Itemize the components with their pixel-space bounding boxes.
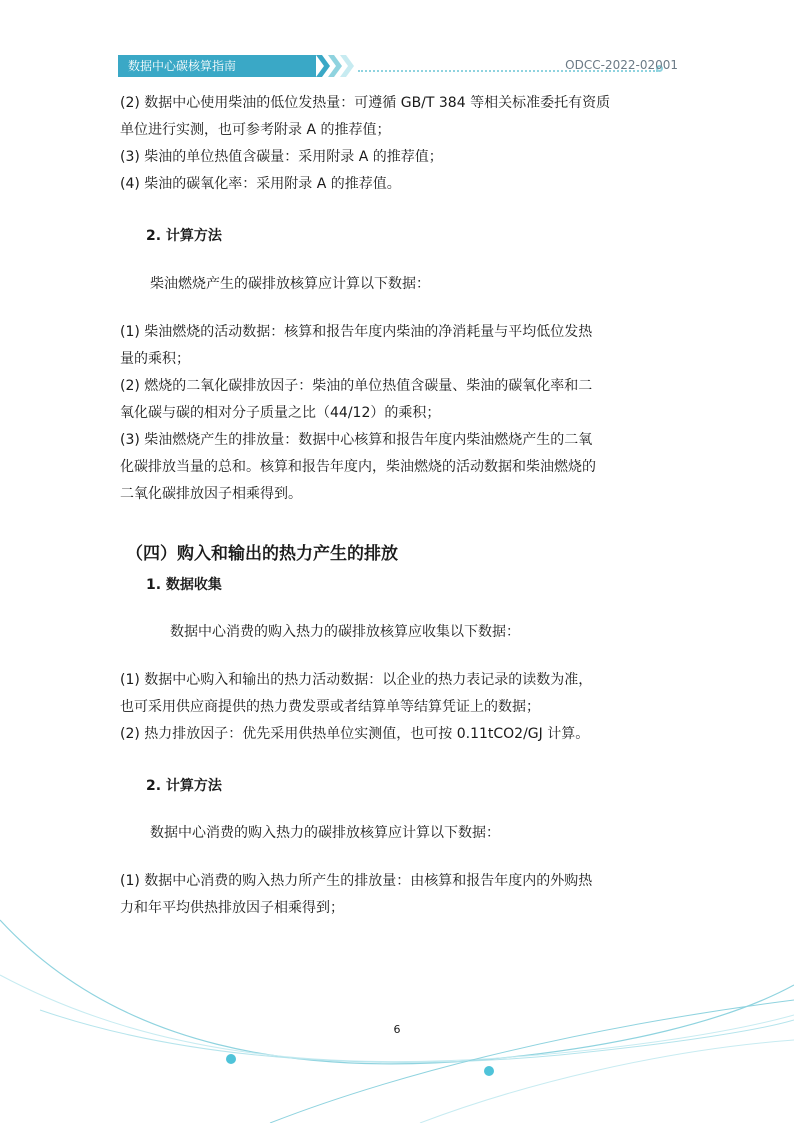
document-code: ODCC-2022-02001 (565, 58, 678, 72)
page-content (120, 90, 680, 922)
paragraph: 单位进行实测，也可参考附录 A 的推荐值； (120, 122, 391, 138)
paragraph: (2) 燃烧的二氧化碳排放因子：柴油的单位热值含碳量、柴油的碳氧化率和二 (120, 378, 593, 394)
paragraph: 也可采用供应商提供的热力费发票或者结算单等结算凭证上的数据； (120, 699, 540, 715)
paragraph: 柴油燃烧产生的碳排放核算应计算以下数据： (150, 276, 430, 292)
paragraph: 二氧化碳排放因子相乘得到。 (120, 486, 302, 502)
page-header (118, 52, 678, 78)
paragraph: (2) 热力排放因子：优先采用供热单位实测值，也可按 0.11tCO2/GJ 计算。 (120, 726, 590, 742)
paragraph: (2) 数据中心使用柴油的低位发热量：可遵循 GB/T 384 等相关标准委托有资质 (120, 95, 611, 111)
subsection-heading: 2. 计算方法 (146, 778, 222, 794)
paragraph: (3) 柴油的单位热值含碳量：采用附录 A 的推荐值； (120, 149, 443, 165)
page-number: 6 (393, 1023, 401, 1036)
paragraph: 数据中心消费的购入热力的碳排放核算应计算以下数据： (150, 825, 500, 841)
paragraph: 数据中心消费的购入热力的碳排放核算应收集以下数据： (170, 624, 520, 640)
section-heading: （四）购入和输出的热力产生的排放 (126, 544, 398, 564)
paragraph: (1) 数据中心购入和输出的热力活动数据：以企业的热力表记录的读数为准， (120, 672, 593, 688)
paragraph: 量的乘积； (120, 351, 190, 367)
paragraph: 氧化碳与碳的相对分子质量之比（44/12）的乘积； (120, 405, 441, 421)
subsection-heading: 1. 数据收集 (146, 577, 222, 593)
subsection-heading: 2. 计算方法 (146, 228, 222, 244)
paragraph: (1) 数据中心消费的购入热力所产生的排放量：由核算和报告年度内的外购热 (120, 873, 593, 889)
chevron-decoration-icon (316, 55, 356, 77)
paragraph: (4) 柴油的碳氧化率：采用附录 A 的推荐值。 (120, 176, 401, 192)
paragraph: 化碳排放当量的总和。核算和报告年度内，柴油燃烧的活动数据和柴油燃烧的 (120, 459, 596, 475)
header-title: 数据中心碳核算指南 (118, 55, 316, 77)
footer-wave-decoration (0, 880, 794, 1123)
paragraph: (3) 柴油燃烧产生的排放量：数据中心核算和报告年度内柴油燃烧产生的二氧 (120, 432, 593, 448)
paragraph: (1) 柴油燃烧的活动数据：核算和报告年度内柴油的净消耗量与平均低位发热 (120, 324, 593, 340)
paragraph: 力和年平均供热排放因子相乘得到； (120, 900, 344, 916)
